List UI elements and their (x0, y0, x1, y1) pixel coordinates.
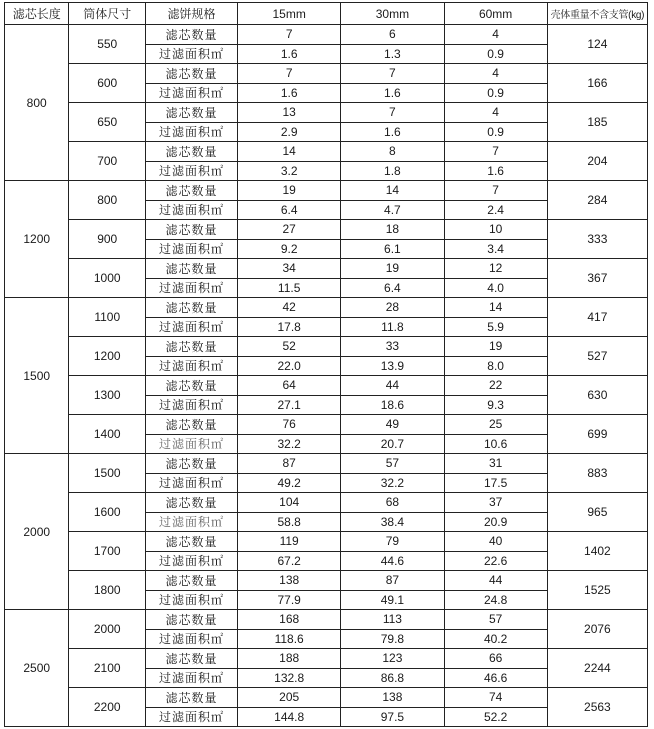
filter-count-value: 66 (444, 649, 547, 669)
filter-count-value: 7 (238, 25, 341, 45)
filtration-area-value: 49.2 (238, 473, 341, 493)
filtration-area-value: 46.6 (444, 668, 547, 688)
barrel-size-cell: 2100 (69, 649, 146, 688)
filter-count-value: 119 (238, 532, 341, 552)
filtration-area-value: 20.9 (444, 512, 547, 532)
filter-count-value: 68 (341, 493, 444, 513)
filtration-area-value: 13.9 (341, 356, 444, 376)
filtration-area-value: 2.9 (238, 122, 341, 142)
filter-count-value: 6 (341, 25, 444, 45)
shell-weight-cell: 185 (547, 103, 647, 142)
filtration-area-value: 58.8 (238, 512, 341, 532)
row-label-area: 过滤面积㎡ (146, 668, 238, 688)
filter-count-value: 19 (444, 337, 547, 357)
filtration-area-value: 11.8 (341, 317, 444, 337)
row-label-count: 滤芯数量 (146, 220, 238, 240)
barrel-size-cell: 650 (69, 103, 146, 142)
filtration-area-value: 1.8 (341, 161, 444, 181)
filter-count-value: 14 (444, 298, 547, 318)
filter-count-value: 8 (341, 142, 444, 162)
shell-weight-cell: 367 (547, 259, 647, 298)
shell-weight-cell: 2244 (547, 649, 647, 688)
filtration-area-value: 3.4 (444, 239, 547, 259)
filter-count-value: 87 (341, 571, 444, 591)
row-label-count: 滤芯数量 (146, 298, 238, 318)
barrel-size-cell: 1000 (69, 259, 146, 298)
filtration-area-value: 0.9 (444, 44, 547, 64)
filter-spec-table (4, 2, 648, 727)
barrel-size-cell: 600 (69, 64, 146, 103)
barrel-size-cell: 1400 (69, 415, 146, 454)
filtration-area-value: 10.6 (444, 434, 547, 454)
filter-count-value: 44 (444, 571, 547, 591)
shell-weight-cell: 630 (547, 376, 647, 415)
barrel-size-cell: 550 (69, 25, 146, 64)
row-label-area: 过滤面积㎡ (146, 395, 238, 415)
header-cake-spec: 滤饼规格 (146, 3, 238, 25)
table-row (5, 181, 648, 201)
filter-count-value: 12 (444, 259, 547, 279)
table-row (5, 298, 648, 318)
filtration-area-value: 1.6 (238, 44, 341, 64)
row-label-count: 滤芯数量 (146, 64, 238, 84)
barrel-size-cell: 800 (69, 181, 146, 220)
header-filter-length: 滤芯长度 (5, 3, 69, 25)
filter-count-value: 87 (238, 454, 341, 474)
filter-count-value: 14 (238, 142, 341, 162)
filter-count-value: 34 (238, 259, 341, 279)
filter-count-value: 19 (341, 259, 444, 279)
filter-count-value: 7 (341, 103, 444, 123)
filtration-area-value: 1.6 (444, 161, 547, 181)
filtration-area-value: 40.2 (444, 629, 547, 649)
filter-count-value: 79 (341, 532, 444, 552)
filter-count-value: 28 (341, 298, 444, 318)
filtration-area-value: 9.2 (238, 239, 341, 259)
shell-weight-cell: 699 (547, 415, 647, 454)
filtration-area-value: 24.8 (444, 590, 547, 610)
row-label-count: 滤芯数量 (146, 181, 238, 201)
row-label-area: 过滤面积㎡ (146, 512, 238, 532)
filter-count-value: 57 (444, 610, 547, 630)
table-row (5, 415, 648, 435)
barrel-size-cell: 2200 (69, 688, 146, 727)
filtration-area-value: 1.3 (341, 44, 444, 64)
filter-count-value: 49 (341, 415, 444, 435)
header-barrel-size: 筒体尺寸 (69, 3, 146, 25)
row-label-count: 滤芯数量 (146, 649, 238, 669)
filter-count-value: 74 (444, 688, 547, 708)
filtration-area-value: 1.6 (238, 83, 341, 103)
filter-count-value: 168 (238, 610, 341, 630)
filtration-area-value: 0.9 (444, 122, 547, 142)
filter-count-value: 25 (444, 415, 547, 435)
filtration-area-value: 22.0 (238, 356, 341, 376)
barrel-size-cell: 1600 (69, 493, 146, 532)
shell-weight-cell: 284 (547, 181, 647, 220)
filter-count-value: 31 (444, 454, 547, 474)
row-label-count: 滤芯数量 (146, 25, 238, 45)
row-label-area: 过滤面积㎡ (146, 161, 238, 181)
filter-count-value: 27 (238, 220, 341, 240)
filtration-area-value: 17.8 (238, 317, 341, 337)
filtration-area-value: 8.0 (444, 356, 547, 376)
filter-length-cell: 1200 (5, 181, 69, 298)
table-row (5, 493, 648, 513)
shell-weight-cell: 417 (547, 298, 647, 337)
row-label-count: 滤芯数量 (146, 142, 238, 162)
row-label-count: 滤芯数量 (146, 688, 238, 708)
filtration-area-value: 144.8 (238, 707, 341, 727)
filtration-area-value: 1.6 (341, 122, 444, 142)
filter-count-value: 4 (444, 64, 547, 84)
table-row (5, 25, 648, 45)
filtration-area-value: 97.5 (341, 707, 444, 727)
filter-count-value: 4 (444, 25, 547, 45)
table-row (5, 454, 648, 474)
filtration-area-value: 6.4 (341, 278, 444, 298)
filtration-area-value: 0.9 (444, 83, 547, 103)
filter-count-value: 14 (341, 181, 444, 201)
table-row (5, 376, 648, 396)
shell-weight-cell: 527 (547, 337, 647, 376)
filtration-area-value: 18.6 (341, 395, 444, 415)
filtration-area-value: 6.4 (238, 200, 341, 220)
barrel-size-cell: 1800 (69, 571, 146, 610)
table-row (5, 688, 648, 708)
row-label-count: 滤芯数量 (146, 415, 238, 435)
filtration-area-value: 49.1 (341, 590, 444, 610)
shell-weight-cell: 1525 (547, 571, 647, 610)
filtration-area-value: 6.1 (341, 239, 444, 259)
row-label-count: 滤芯数量 (146, 571, 238, 591)
filter-count-value: 7 (444, 181, 547, 201)
barrel-size-cell: 900 (69, 220, 146, 259)
row-label-count: 滤芯数量 (146, 337, 238, 357)
filtration-area-value: 5.9 (444, 317, 547, 337)
filter-count-value: 64 (238, 376, 341, 396)
filtration-area-value: 52.2 (444, 707, 547, 727)
filtration-area-value: 11.5 (238, 278, 341, 298)
filtration-area-value: 27.1 (238, 395, 341, 415)
filter-count-value: 7 (341, 64, 444, 84)
header-shell-weight: 壳体重量不含支管(kg) (547, 3, 647, 25)
table-row (5, 532, 648, 552)
filter-count-value: 19 (238, 181, 341, 201)
filter-count-value: 44 (341, 376, 444, 396)
filtration-area-value: 4.0 (444, 278, 547, 298)
filter-count-value: 7 (238, 64, 341, 84)
filter-count-value: 10 (444, 220, 547, 240)
shell-weight-cell: 2076 (547, 610, 647, 649)
filter-length-cell: 2000 (5, 454, 69, 610)
filter-count-value: 188 (238, 649, 341, 669)
filter-count-value: 104 (238, 493, 341, 513)
barrel-size-cell: 700 (69, 142, 146, 181)
table-row (5, 610, 648, 630)
row-label-area: 过滤面积㎡ (146, 551, 238, 571)
table-row (5, 220, 648, 240)
row-label-area: 过滤面积㎡ (146, 473, 238, 493)
filter-count-value: 52 (238, 337, 341, 357)
filtration-area-value: 67.2 (238, 551, 341, 571)
filter-count-value: 123 (341, 649, 444, 669)
header-15mm: 15mm (238, 3, 341, 25)
table-row (5, 571, 648, 591)
filtration-area-value: 32.2 (238, 434, 341, 454)
filtration-area-value: 22.6 (444, 551, 547, 571)
filtration-area-value: 17.5 (444, 473, 547, 493)
header-30mm: 30mm (341, 3, 444, 25)
filter-count-value: 33 (341, 337, 444, 357)
shell-weight-cell: 166 (547, 64, 647, 103)
filter-count-value: 205 (238, 688, 341, 708)
table-row (5, 649, 648, 669)
header-row (5, 3, 648, 25)
filter-count-value: 40 (444, 532, 547, 552)
table-row (5, 142, 648, 162)
filtration-area-value: 79.8 (341, 629, 444, 649)
shell-weight-cell: 1402 (547, 532, 647, 571)
row-label-count: 滤芯数量 (146, 259, 238, 279)
table-row (5, 259, 648, 279)
row-label-count: 滤芯数量 (146, 493, 238, 513)
filter-count-value: 37 (444, 493, 547, 513)
row-label-area: 过滤面积㎡ (146, 317, 238, 337)
shell-weight-cell: 965 (547, 493, 647, 532)
barrel-size-cell: 1200 (69, 337, 146, 376)
filter-count-value: 4 (444, 103, 547, 123)
filtration-area-value: 1.6 (341, 83, 444, 103)
filtration-area-value: 20.7 (341, 434, 444, 454)
filter-count-value: 13 (238, 103, 341, 123)
barrel-size-cell: 1500 (69, 454, 146, 493)
filtration-area-value: 32.2 (341, 473, 444, 493)
filter-count-value: 22 (444, 376, 547, 396)
filtration-area-value: 118.6 (238, 629, 341, 649)
row-label-area: 过滤面积㎡ (146, 83, 238, 103)
row-label-count: 滤芯数量 (146, 532, 238, 552)
row-label-area: 过滤面积㎡ (146, 707, 238, 727)
shell-weight-cell: 204 (547, 142, 647, 181)
filtration-area-value: 4.7 (341, 200, 444, 220)
filter-count-value: 138 (341, 688, 444, 708)
row-label-area: 过滤面积㎡ (146, 278, 238, 298)
row-label-count: 滤芯数量 (146, 610, 238, 630)
filtration-area-value: 44.6 (341, 551, 444, 571)
row-label-area: 过滤面积㎡ (146, 590, 238, 610)
barrel-size-cell: 1100 (69, 298, 146, 337)
filtration-area-value: 9.3 (444, 395, 547, 415)
table-body (5, 25, 648, 727)
shell-weight-cell: 124 (547, 25, 647, 64)
filter-count-value: 113 (341, 610, 444, 630)
header-60mm: 60mm (444, 3, 547, 25)
barrel-size-cell: 1300 (69, 376, 146, 415)
filter-length-cell: 1500 (5, 298, 69, 454)
filtration-area-value: 132.8 (238, 668, 341, 688)
barrel-size-cell: 2000 (69, 610, 146, 649)
filter-count-value: 7 (444, 142, 547, 162)
row-label-count: 滤芯数量 (146, 103, 238, 123)
filtration-area-value: 77.9 (238, 590, 341, 610)
row-label-count: 滤芯数量 (146, 376, 238, 396)
filtration-area-value: 38.4 (341, 512, 444, 532)
shell-weight-cell: 883 (547, 454, 647, 493)
row-label-area: 过滤面积㎡ (146, 200, 238, 220)
barrel-size-cell: 1700 (69, 532, 146, 571)
filtration-area-value: 2.4 (444, 200, 547, 220)
row-label-count: 滤芯数量 (146, 454, 238, 474)
filtration-area-value: 3.2 (238, 161, 341, 181)
filter-count-value: 76 (238, 415, 341, 435)
filter-count-value: 42 (238, 298, 341, 318)
table-row (5, 103, 648, 123)
row-label-area: 过滤面积㎡ (146, 44, 238, 64)
row-label-area: 过滤面积㎡ (146, 434, 238, 454)
row-label-area: 过滤面积㎡ (146, 356, 238, 376)
shell-weight-cell: 333 (547, 220, 647, 259)
filter-count-value: 18 (341, 220, 444, 240)
row-label-area: 过滤面积㎡ (146, 122, 238, 142)
filter-length-cell: 2500 (5, 610, 69, 727)
row-label-area: 过滤面积㎡ (146, 239, 238, 259)
filter-count-value: 57 (341, 454, 444, 474)
table-row (5, 337, 648, 357)
table-row (5, 64, 648, 84)
shell-weight-cell: 2563 (547, 688, 647, 727)
filter-length-cell: 800 (5, 25, 69, 181)
filter-count-value: 138 (238, 571, 341, 591)
filtration-area-value: 86.8 (341, 668, 444, 688)
row-label-area: 过滤面积㎡ (146, 629, 238, 649)
